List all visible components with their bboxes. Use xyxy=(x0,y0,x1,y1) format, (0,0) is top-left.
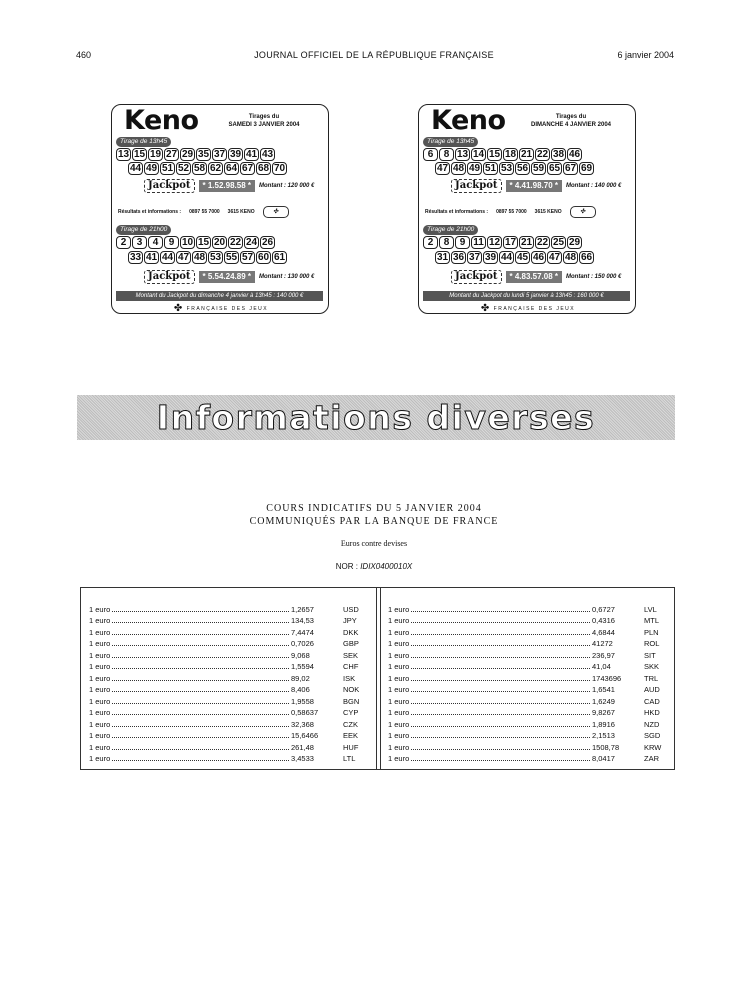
dot-leader xyxy=(112,611,289,612)
rate-label: 1 euro xyxy=(89,685,111,694)
number-row xyxy=(116,148,275,161)
jackpot-number: * 4.83.57.08 * xyxy=(506,271,562,283)
number-row xyxy=(116,236,275,249)
rate-row xyxy=(89,706,369,718)
currency-code: TRL xyxy=(644,673,659,683)
rate-label: 1 euro xyxy=(89,627,111,637)
dot-leader xyxy=(411,760,590,761)
rate-value: 1,5594 xyxy=(291,662,314,671)
rate-label: 1 euro xyxy=(388,754,410,763)
drawn-number: 24 xyxy=(245,237,258,248)
info-line xyxy=(118,206,324,218)
rate-label: 1 euro xyxy=(89,742,111,752)
drawn-number: 18 xyxy=(504,149,517,160)
drawn-number: 46 xyxy=(568,149,581,160)
dot-leader xyxy=(112,622,289,623)
drawn-number: 44 xyxy=(500,252,513,263)
info-line xyxy=(425,206,631,218)
jackpot-line xyxy=(144,179,314,193)
drawn-number: 29 xyxy=(181,149,194,160)
next-jackpot-bar: Montant du Jackpot du lundi 5 janvier à 13h45 : 160 000 € xyxy=(423,291,630,301)
drawn-number: 35 xyxy=(197,149,210,160)
journal-title: JOURNAL OFFICIEL DE LA RÉPUBLIQUE FRANÇAISE xyxy=(254,50,494,60)
number-row xyxy=(435,162,594,175)
currency-code: AUD xyxy=(644,685,660,694)
drawn-number: 48 xyxy=(193,252,206,263)
drawn-number: 19 xyxy=(149,149,162,160)
section-banner xyxy=(77,395,675,440)
currency-code: KRW xyxy=(644,742,662,752)
rate-value: 9,068 xyxy=(291,650,310,660)
jackpot-line xyxy=(451,270,621,284)
jackpot-number: * 1.52.98.58 * xyxy=(199,180,255,192)
drawn-number: 2 xyxy=(116,236,131,249)
tirages-line2: DIMANCHE 4 JANVIER 2004 xyxy=(530,122,612,128)
rate-row xyxy=(89,717,369,729)
page-date: 6 janvier 2004 xyxy=(617,50,674,60)
dot-leader xyxy=(411,611,590,612)
jackpot-montant: Montant : 150 000 € xyxy=(566,274,622,280)
info-phone: 0897 55 7000 xyxy=(189,209,220,215)
dot-leader xyxy=(411,749,590,750)
dot-leader xyxy=(411,645,590,646)
number-row xyxy=(435,251,594,264)
rate-value: 3,4533 xyxy=(291,754,314,763)
drawn-number: 11 xyxy=(471,236,486,249)
drawn-number: 4 xyxy=(148,236,163,249)
currency-code: JPY xyxy=(343,616,357,625)
rate-row xyxy=(89,694,369,706)
drawn-number: 9 xyxy=(164,236,179,249)
rate-row xyxy=(388,602,670,614)
dot-leader xyxy=(411,714,590,715)
rate-row xyxy=(89,683,369,695)
rate-value: 0,58637 xyxy=(291,708,319,717)
rate-value: 261,48 xyxy=(291,742,314,752)
nor-reference xyxy=(0,562,748,571)
tirages-date xyxy=(210,113,318,129)
cours-subtitle: Euros contre devises xyxy=(340,539,408,548)
rate-label: 1 euro xyxy=(388,673,410,683)
keno-ticket xyxy=(111,104,329,314)
drawn-number: 6 xyxy=(423,148,438,161)
currency-code: GBP xyxy=(343,639,359,648)
rate-row xyxy=(89,625,369,637)
currency-code: HUF xyxy=(343,742,359,752)
dot-leader xyxy=(112,714,289,715)
drawn-number: 33 xyxy=(129,252,142,263)
drawn-number: 39 xyxy=(484,252,497,263)
jackpot-montant: Montant : 140 000 € xyxy=(566,183,622,189)
rate-value: 4,6844 xyxy=(592,627,615,637)
rate-label: 1 euro xyxy=(388,708,410,717)
rate-label: 1 euro xyxy=(388,742,410,752)
dot-leader xyxy=(112,737,289,738)
drawn-number: 15 xyxy=(133,149,146,160)
drawn-number: 2 xyxy=(423,236,438,249)
drawn-number: 68 xyxy=(257,163,270,174)
currency-code: EEK xyxy=(343,731,359,740)
drawn-number: 44 xyxy=(129,163,142,174)
rate-label: 1 euro xyxy=(89,754,111,763)
drawn-number: 53 xyxy=(209,252,222,263)
dot-leader xyxy=(411,657,590,658)
rates-right-column xyxy=(388,602,670,763)
tirage-label: Tirage de 13h45 xyxy=(423,137,478,147)
currency-code: CAD xyxy=(644,696,660,706)
drawn-number: 51 xyxy=(161,163,174,174)
drawn-number: 37 xyxy=(213,149,226,160)
info-minitel: 3615 KENO xyxy=(227,209,255,215)
info-minitel: 3615 KENO xyxy=(534,209,562,215)
rate-value: 7,4474 xyxy=(291,627,314,637)
drawn-number: 62 xyxy=(209,163,222,174)
rate-value: 1743696 xyxy=(592,673,622,683)
fdj-small-logo: ✣ xyxy=(263,206,289,218)
dot-leader xyxy=(411,726,590,727)
jackpot-number: * 5.54.24.89 * xyxy=(199,271,255,283)
drawn-number: 53 xyxy=(500,163,513,174)
rate-row xyxy=(388,740,670,752)
rate-row xyxy=(388,625,670,637)
dot-leader xyxy=(112,760,289,761)
drawn-number: 70 xyxy=(273,163,286,174)
rate-row xyxy=(89,648,369,660)
drawn-number: 9 xyxy=(455,236,470,249)
keno-logo: Keno xyxy=(124,105,199,136)
dot-leader xyxy=(112,657,289,658)
rate-label: 1 euro xyxy=(388,627,410,637)
drawn-number: 48 xyxy=(564,252,577,263)
rate-value: 236,97 xyxy=(592,650,615,660)
drawn-number: 13 xyxy=(117,149,130,160)
rate-value: 0,7026 xyxy=(291,639,314,648)
rate-row xyxy=(89,602,369,614)
drawn-number: 22 xyxy=(536,149,549,160)
number-row xyxy=(128,162,287,175)
fdj-footer xyxy=(112,303,330,314)
drawn-number: 67 xyxy=(241,163,254,174)
banner-title: Informations diverses xyxy=(156,398,596,437)
dot-leader xyxy=(112,634,289,635)
currency-code: PLN xyxy=(644,627,659,637)
tirages-line1: Tirages du xyxy=(555,114,587,120)
currency-code: SKK xyxy=(644,662,660,671)
rates-left-column xyxy=(89,602,369,763)
dot-leader xyxy=(411,622,590,623)
dot-leader xyxy=(112,703,289,704)
drawn-number: 47 xyxy=(548,252,561,263)
next-jackpot-bar: Montant du Jackpot du dimanche 4 janvier à 13h45 : 140 000 € xyxy=(116,291,323,301)
drawn-number: 59 xyxy=(532,163,545,174)
drawn-number: 43 xyxy=(261,149,274,160)
drawn-number: 47 xyxy=(177,252,190,263)
rate-value: 1508,78 xyxy=(592,742,620,752)
jackpot-logo: Jackpot xyxy=(144,179,195,193)
drawn-number: 31 xyxy=(436,252,449,263)
tirages-date xyxy=(517,113,625,129)
drawn-number: 66 xyxy=(580,252,593,263)
drawn-number: 36 xyxy=(452,252,465,263)
jackpot-montant: Montant : 120 000 € xyxy=(259,183,315,189)
dot-leader xyxy=(112,645,289,646)
rate-row xyxy=(388,648,670,660)
currency-code: SIT xyxy=(644,650,656,660)
currency-code: CYP xyxy=(343,708,359,717)
rate-value: 1,9558 xyxy=(291,696,314,706)
tirages-line2: SAMEDI 3 JANVIER 2004 xyxy=(228,122,300,128)
drawn-number: 45 xyxy=(516,252,529,263)
drawn-number: 49 xyxy=(468,163,481,174)
dot-leader xyxy=(112,668,289,669)
currency-code: SEK xyxy=(343,650,359,660)
rate-label: 1 euro xyxy=(89,731,111,740)
rate-value: 0,4316 xyxy=(592,616,615,625)
currency-code: ROL xyxy=(644,639,660,648)
drawn-number: 51 xyxy=(484,163,497,174)
number-row xyxy=(423,236,582,249)
drawn-number: 47 xyxy=(436,163,449,174)
keno-ticket xyxy=(418,104,636,314)
number-row xyxy=(423,148,582,161)
drawn-number: 8 xyxy=(439,236,454,249)
jackpot-logo: Jackpot xyxy=(451,179,502,193)
drawn-number: 64 xyxy=(225,163,238,174)
drawn-number: 58 xyxy=(193,163,206,174)
clover-icon: ✤ xyxy=(480,303,491,314)
dot-leader xyxy=(112,749,289,750)
jackpot-line xyxy=(144,270,314,284)
rate-label: 1 euro xyxy=(388,731,410,740)
drawn-number: 41 xyxy=(145,252,158,263)
currency-code: CHF xyxy=(343,662,359,671)
exchange-rate-table xyxy=(80,587,675,770)
rate-row xyxy=(388,614,670,626)
rate-label: 1 euro xyxy=(388,696,410,706)
rate-value: 8,0417 xyxy=(592,754,615,763)
drawn-number: 57 xyxy=(241,252,254,263)
rate-label: 1 euro xyxy=(388,685,410,694)
rate-label: 1 euro xyxy=(89,708,111,717)
drawn-number: 56 xyxy=(516,163,529,174)
drawn-number: 49 xyxy=(145,163,158,174)
currency-code: USD xyxy=(343,604,359,614)
currency-code: LTL xyxy=(343,754,356,763)
dot-leader xyxy=(112,726,289,727)
drawn-number: 55 xyxy=(225,252,238,263)
info-label: Résultats et informations : xyxy=(425,209,489,215)
rate-row xyxy=(89,637,369,649)
rate-label: 1 euro xyxy=(388,662,410,671)
rate-row xyxy=(388,683,670,695)
drawn-number: 13 xyxy=(456,149,469,160)
rate-row xyxy=(388,729,670,741)
dot-leader xyxy=(411,680,590,681)
drawn-number: 65 xyxy=(548,163,561,174)
rate-row xyxy=(89,729,369,741)
rate-label: 1 euro xyxy=(89,639,111,648)
drawn-number: 3 xyxy=(132,236,147,249)
currency-code: LVL xyxy=(644,604,657,614)
rate-value: 1,6541 xyxy=(592,685,615,694)
rate-row xyxy=(89,671,369,683)
rate-row xyxy=(89,660,369,672)
drawn-number: 25 xyxy=(552,237,565,248)
tirages-line1: Tirages du xyxy=(248,114,280,120)
tirage-label: Tirage de 21h00 xyxy=(116,225,171,235)
drawn-number: 44 xyxy=(161,252,174,263)
rate-label: 1 euro xyxy=(89,719,111,729)
drawn-number: 15 xyxy=(488,149,501,160)
jackpot-line xyxy=(451,179,621,193)
fdj-small-logo: ✣ xyxy=(570,206,596,218)
rate-row xyxy=(388,660,670,672)
drawn-number: 38 xyxy=(552,149,565,160)
rate-label: 1 euro xyxy=(388,639,410,648)
drawn-number: 37 xyxy=(468,252,481,263)
page-number: 460 xyxy=(76,50,92,60)
nor-code: IDIX0400010X xyxy=(360,562,413,571)
drawn-number: 26 xyxy=(261,237,274,248)
dot-leader xyxy=(411,691,590,692)
rate-row xyxy=(388,706,670,718)
rate-value: 2,1513 xyxy=(592,731,615,740)
currency-code: NZD xyxy=(644,719,660,729)
rate-label: 1 euro xyxy=(388,719,410,729)
dot-leader xyxy=(411,668,590,669)
rate-value: 89,02 xyxy=(291,673,310,683)
fdj-name: FRANÇAISE DES JEUX xyxy=(186,305,269,312)
dot-leader xyxy=(411,737,590,738)
drawn-number: 67 xyxy=(564,163,577,174)
rate-label: 1 euro xyxy=(388,604,410,614)
drawn-number: 17 xyxy=(504,237,517,248)
currency-code: NOK xyxy=(343,685,360,694)
drawn-number: 41 xyxy=(245,149,258,160)
drawn-number: 10 xyxy=(181,237,194,248)
rate-row xyxy=(89,740,369,752)
rate-label: 1 euro xyxy=(388,616,410,625)
drawn-number: 14 xyxy=(472,149,485,160)
drawn-number: 15 xyxy=(197,237,210,248)
number-row xyxy=(128,251,287,264)
drawn-number: 22 xyxy=(229,237,242,248)
jackpot-number: * 4.41.98.70 * xyxy=(506,180,562,192)
jackpot-montant: Montant : 130 000 € xyxy=(259,274,315,280)
currency-code: ZAR xyxy=(644,754,659,763)
rate-value: 32,368 xyxy=(291,719,314,729)
dot-leader xyxy=(112,680,289,681)
rate-value: 41272 xyxy=(592,639,613,648)
rate-label: 1 euro xyxy=(89,650,111,660)
drawn-number: 39 xyxy=(229,149,242,160)
rate-label: 1 euro xyxy=(89,662,111,671)
fdj-footer xyxy=(419,303,637,314)
drawn-number: 29 xyxy=(568,237,581,248)
drawn-number: 12 xyxy=(488,237,501,248)
rate-label: 1 euro xyxy=(89,616,111,625)
currency-code: MTL xyxy=(644,616,659,625)
rate-row xyxy=(89,614,369,626)
drawn-number: 21 xyxy=(520,237,533,248)
drawn-number: 22 xyxy=(536,237,549,248)
rate-label: 1 euro xyxy=(388,650,410,660)
cours-title-line1: COURS INDICATIFS DU 5 JANVIER 2004 xyxy=(266,503,482,514)
fdj-name: FRANÇAISE DES JEUX xyxy=(493,305,576,312)
dot-leader xyxy=(411,703,590,704)
info-label: Résultats et informations : xyxy=(118,209,182,215)
currency-code: ISK xyxy=(343,673,356,683)
drawn-number: 21 xyxy=(520,149,533,160)
drawn-number: 61 xyxy=(273,252,286,263)
drawn-number: 60 xyxy=(257,252,270,263)
rate-value: 9,8267 xyxy=(592,708,615,717)
nor-label: NOR : xyxy=(335,562,358,571)
rate-label: 1 euro xyxy=(89,696,111,706)
rate-row xyxy=(388,717,670,729)
currency-code: HKD xyxy=(644,708,660,717)
info-phone: 0897 55 7000 xyxy=(496,209,527,215)
rate-label: 1 euro xyxy=(89,673,111,683)
drawn-number: 8 xyxy=(439,148,454,161)
rate-row xyxy=(388,752,670,764)
currency-code: DKK xyxy=(343,627,359,637)
currency-code: BGN xyxy=(343,696,360,706)
drawn-number: 52 xyxy=(177,163,190,174)
drawn-number: 69 xyxy=(580,163,593,174)
drawn-number: 27 xyxy=(165,149,178,160)
rate-value: 8,406 xyxy=(291,685,310,694)
rate-value: 134,53 xyxy=(291,616,314,625)
rate-label: 1 euro xyxy=(89,604,111,614)
cours-title-line2: COMMUNIQUÉS PAR LA BANQUE DE FRANCE xyxy=(249,516,499,527)
drawn-number: 48 xyxy=(452,163,465,174)
dot-leader xyxy=(411,634,590,635)
rate-row xyxy=(388,694,670,706)
jackpot-logo: Jackpot xyxy=(451,270,502,284)
column-divider xyxy=(376,588,381,769)
rate-value: 0,6727 xyxy=(592,604,615,614)
currency-code: CZK xyxy=(343,719,358,729)
rate-row xyxy=(89,752,369,764)
jackpot-logo: Jackpot xyxy=(144,270,195,284)
rate-value: 41,04 xyxy=(592,662,611,671)
dot-leader xyxy=(112,691,289,692)
clover-icon: ✤ xyxy=(173,303,184,314)
rate-row xyxy=(388,671,670,683)
drawn-number: 20 xyxy=(213,237,226,248)
rate-value: 1,8916 xyxy=(592,719,615,729)
currency-code: SGD xyxy=(644,731,661,740)
drawn-number: 46 xyxy=(532,252,545,263)
rate-value: 1,6249 xyxy=(592,696,615,706)
keno-logo: Keno xyxy=(431,105,506,136)
rate-row xyxy=(388,637,670,649)
tirage-label: Tirage de 21h00 xyxy=(423,225,478,235)
tirage-label: Tirage de 13h45 xyxy=(116,137,171,147)
rate-value: 1,2657 xyxy=(291,604,314,614)
rate-value: 15,6466 xyxy=(291,731,319,740)
